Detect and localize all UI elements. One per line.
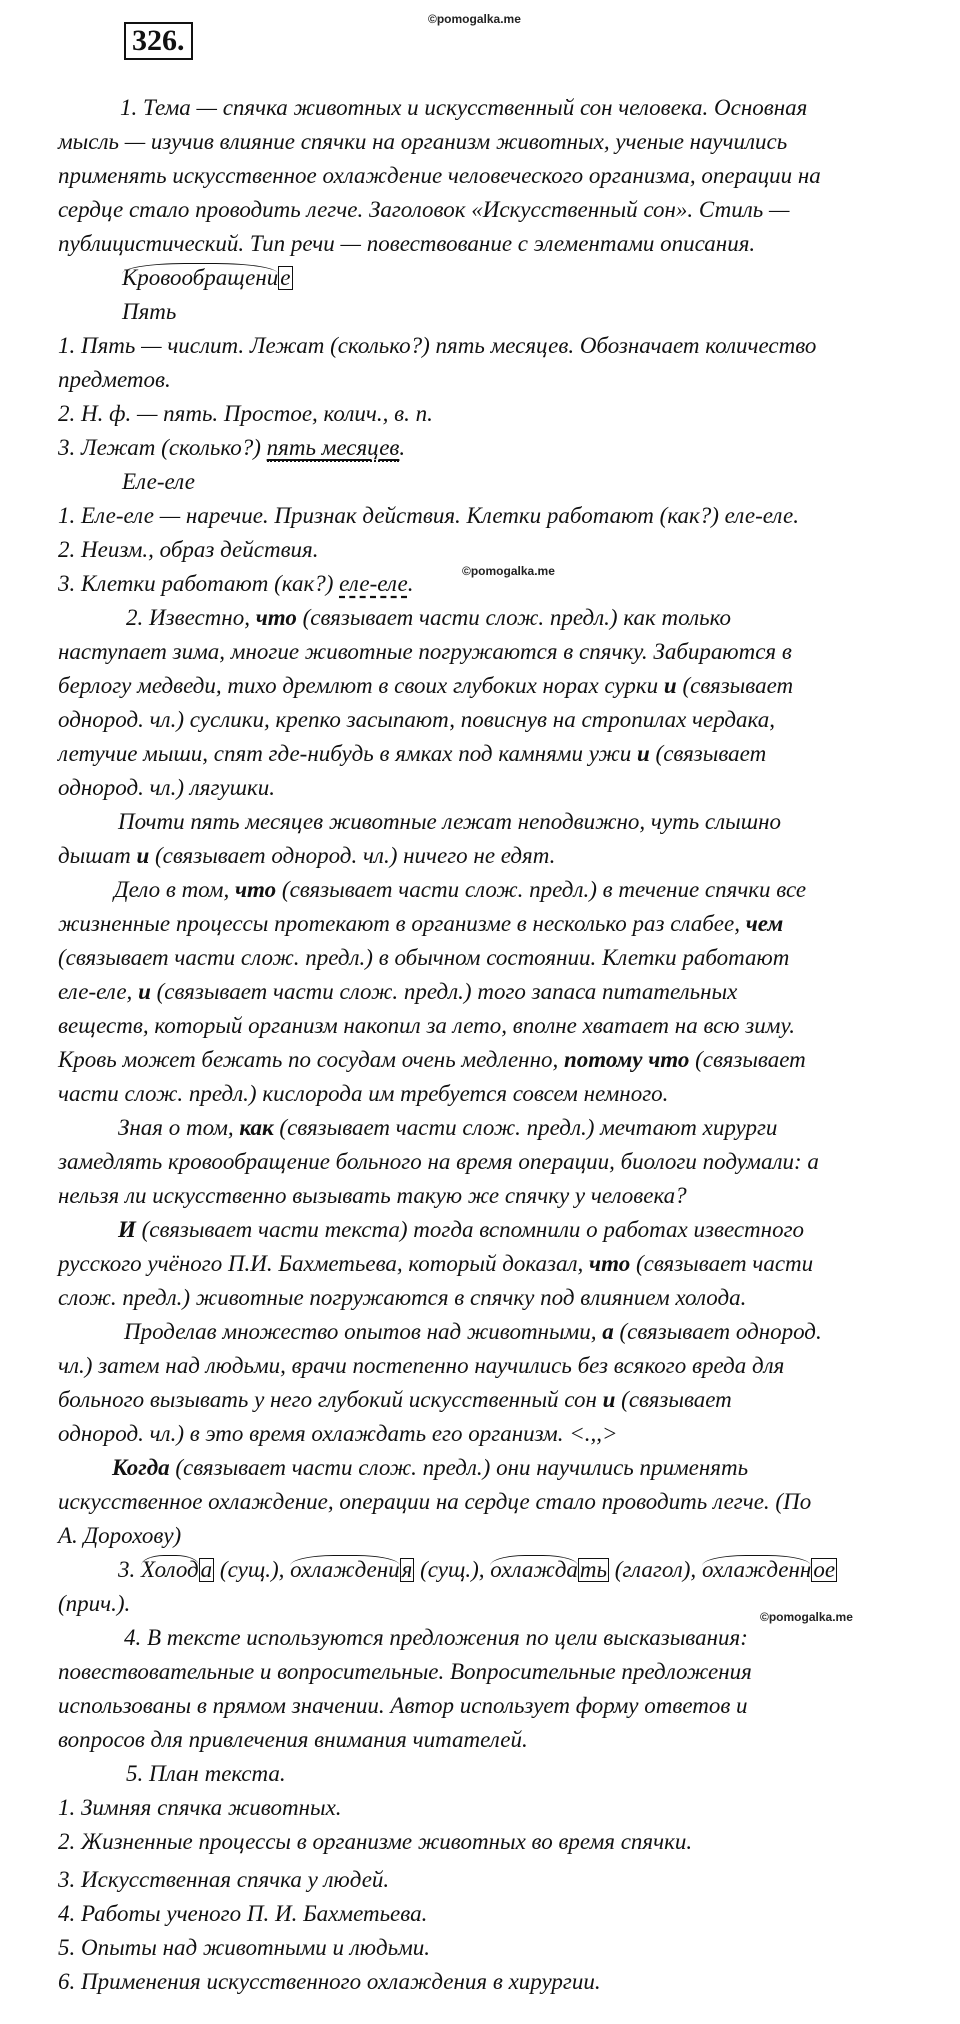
text-line: Когда (связывает части слож. предл.) они научились применять xyxy=(112,1455,749,1480)
text-line: И (связывает части текста) тогда вспомнили о работах известного xyxy=(118,1217,805,1242)
plan-item: 1. Зимняя спячка животных. xyxy=(58,1795,342,1820)
text-line: однород. чл.) лягушки. xyxy=(58,775,276,800)
text-line: замедлять кровообращение больного на время операции, биологи подумали: а xyxy=(58,1149,819,1174)
text-line: 2. Н. ф. — пять. Простое, колич., в. п. xyxy=(58,401,433,426)
word-stem: Кровообращени xyxy=(122,265,279,290)
text-line: 2. Неизм., образ действия. xyxy=(58,537,319,562)
plan-item: 2. Жизненные процессы в организме животных во время спячки. xyxy=(58,1829,693,1854)
text-line: Кровь может бежать по сосудам очень медленно, потому что (связывает xyxy=(58,1047,806,1072)
text-line: Почти пять месяцев животные лежат неподвижно, чуть слышно xyxy=(118,809,782,834)
text-line: больного вызывать у него глубокий искусственный сон и (связывает xyxy=(58,1387,732,1412)
plan-item: 6. Применения искусственного охлаждения в хирургии. xyxy=(58,1969,601,1994)
text-line: сердце стало проводить легче. Заголовок «Искусственный сон». Стиль — xyxy=(58,197,790,222)
watermark: ©pomogalka.me xyxy=(428,12,521,26)
watermark: ©pomogalka.me xyxy=(462,564,555,578)
text-line: 3. Клетки работают (как?) еле-еле. xyxy=(58,571,414,596)
text-line: (прич.). xyxy=(58,1591,131,1616)
text-line: берлогу медведи, тихо дремлют в своих глубоких норах сурки и (связывает xyxy=(58,673,794,698)
section-title: Пять xyxy=(122,299,177,324)
text-line: 4. В тексте используются предложения по цели высказывания: xyxy=(124,1625,748,1650)
watermark: ©pomogalka.me xyxy=(760,1610,853,1624)
underlined-phrase: еле-еле xyxy=(339,571,408,596)
text-line: предметов. xyxy=(58,367,171,392)
plan-item: 4. Работы ученого П. И. Бахметьева. xyxy=(58,1901,428,1926)
text-line: искусственное охлаждение, операции на сердце стало проводить легче. (По xyxy=(58,1489,812,1514)
text-line: однород. чл.) суслики, крепко засыпают, повиснув на стропилах чердака, xyxy=(58,707,775,732)
word-stem: охлажда xyxy=(490,1557,578,1582)
morpheme-word xyxy=(122,263,293,293)
text-line: еле-еле, и (связывает части слож. предл.) того запаса питательных xyxy=(58,979,738,1004)
text-line: Дело в том, что (связывает части слож. предл.) в течение спячки все xyxy=(114,877,807,902)
plan-item: 5. Опыты над животными и людьми. xyxy=(58,1935,431,1960)
text-line: А. Дорохову) xyxy=(58,1523,182,1548)
text-line: наступает зима, многие животные погружаются в спячку. Забираются в xyxy=(58,639,792,664)
text-line: 1. Тема — спячка животных и искусственный сон человека. Основная xyxy=(120,95,808,120)
text-line: повествовательные и вопросительные. Вопросительные предложения xyxy=(58,1659,752,1684)
word-ending: е xyxy=(280,265,291,290)
text-line: 2. Известно, что (связывает части слож. предл.) как только xyxy=(126,605,731,630)
text-line: использованы в прямом значении. Автор использует форму ответов и xyxy=(58,1693,748,1718)
text-line: 1. Пять — числит. Лежат (сколько?) пять месяцев. Обозначает количество xyxy=(58,333,817,358)
text-line: нельзя ли искусственно вызывать такую же спячку у человека? xyxy=(58,1183,687,1208)
text-line: русского учёного П.И. Бахметьева, который доказал, что (связывает части xyxy=(58,1251,814,1276)
text-line: дышат и (связывает однород. чл.) ничего не едят. xyxy=(58,843,556,868)
word-ending: а xyxy=(200,1557,213,1582)
text-line: веществ, который организм накопил за лето, вполне хватает на всю зиму. xyxy=(58,1013,795,1038)
plan-title: 5. План текста. xyxy=(126,1761,286,1786)
word-stem: охлаждени xyxy=(290,1557,400,1582)
morpheme-line: 3. Холода (сущ.), охлаждения (сущ.), охлаждать (глагол), охлажденное xyxy=(118,1557,836,1582)
text-line: однород. чл.) в это время охлаждать его организм. <.,,> xyxy=(58,1421,618,1446)
word-stem: Холод xyxy=(141,1557,199,1582)
text-line: применять искусственное охлаждение человеческого организма, операции на xyxy=(58,163,821,188)
text-line: Проделав множество опытов над животными, а (связывает однород. xyxy=(124,1319,822,1344)
plan-item: 3. Искусственная спячка у людей. xyxy=(58,1867,390,1892)
text-line: части слож. предл.) кислорода им требуется совсем немного. xyxy=(58,1081,669,1106)
word-ending: ое xyxy=(813,1557,836,1582)
underlined-phrase: пять месяцев xyxy=(266,435,400,460)
text-line: 3. Лежат (сколько?) пять месяцев. xyxy=(58,435,406,460)
text-line: чл.) затем над людьми, врачи постепенно научились без всякого вреда для xyxy=(58,1353,785,1378)
text-line: 1. Еле-еле — наречие. Признак действия. Клетки работают (как?) еле-еле. xyxy=(58,503,799,528)
text-line: мысль — изучив влияние спячки на организм животных, ученые научились xyxy=(58,129,788,154)
text-line: летучие мыши, спят где-нибудь в ямках под камнями ужи и (связывает xyxy=(58,741,767,766)
text-line: Зная о том, как (связывает части слож. предл.) мечтают хирурги xyxy=(118,1115,778,1140)
text-line: слож. предл.) животные погружаются в спячку под влиянием холода. xyxy=(58,1285,747,1310)
section-title: Еле-еле xyxy=(122,469,195,494)
word-ending: я xyxy=(401,1557,413,1582)
text-line: жизненные процессы протекают в организме в несколько раз слабее, чем xyxy=(58,911,784,936)
text-line: публицистический. Тип речи — повествование с элементами описания. xyxy=(58,231,756,256)
text-line: вопросов для привлечения внимания читателей. xyxy=(58,1727,528,1752)
word-stem: охлажденн xyxy=(701,1557,812,1582)
exercise-number: 326. xyxy=(124,22,193,60)
word-ending: ть xyxy=(579,1557,607,1582)
text-line: (связывает части слож. предл.) в обычном состоянии. Клетки работают xyxy=(58,945,790,970)
